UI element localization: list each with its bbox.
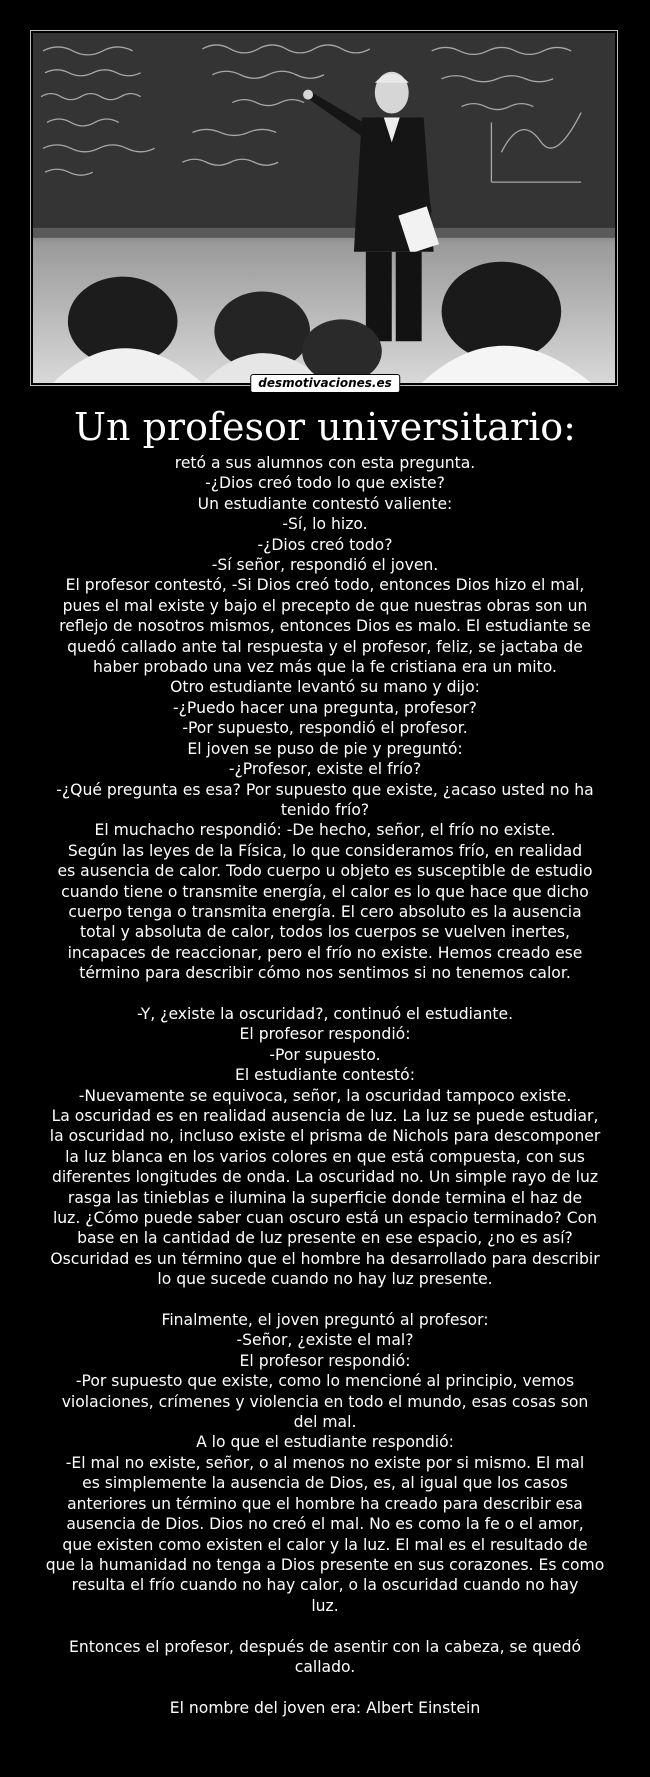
story-line: El profesor contestó, -Si Dios creó todo, entonces Dios hizo el mal, [65, 576, 585, 595]
watermark-logo: desmotivaciones.es [250, 374, 400, 393]
photo-frame [30, 30, 618, 386]
story-line: -¿Dios creó todo? [257, 535, 393, 554]
story-line: es simplemente la ausencia de Dios, es, al igual que los casos [82, 1474, 568, 1493]
story-line: Oscuridad es un término que el hombre ha desarrollado para describir [50, 1249, 600, 1268]
story-line: El muchacho respondió: -De hecho, señor, el frío no existe. [94, 821, 556, 840]
story-line: El profesor respondió: [239, 1025, 411, 1044]
story-line: quedó callado ante tal respuesta y el profesor, feliz, se jactaba de [67, 637, 583, 656]
story-line: violaciones, crímenes y violencia en todo el mundo, esas cosas son [61, 1392, 589, 1411]
story-line: del mal. [293, 1413, 357, 1432]
story-line: -Y, ¿existe la oscuridad?, continuó el estudiante. [136, 1004, 514, 1023]
story-line: la luz blanca en los varios colores en que está compuesta, con sus [65, 1147, 585, 1166]
story-line: ausencia de Dios. Dios no creó el mal. No es como la fe o el amor, [66, 1515, 584, 1534]
story-line: Finalmente, el joven preguntó al profesor: [161, 1311, 489, 1330]
paragraph-gap [42, 1677, 608, 1697]
story-line: luz. ¿Cómo puede saber cuan oscuro está un espacio terminado? Con [52, 1209, 598, 1228]
story-line: incapaces de reaccionar, pero el frío no existe. Hemos creado ese [67, 943, 583, 962]
story-line: retó a sus alumnos con esta pregunta. [174, 454, 476, 472]
story-line: -Sí, lo hizo. [282, 515, 368, 534]
story-line: es ausencia de calor. Todo cuerpo u objeto es susceptible de estudio [57, 862, 593, 881]
story-line: -¿Dios creó todo lo que existe? [205, 474, 445, 493]
story-line: -Por supuesto. [269, 1045, 381, 1064]
story-line: -¿Qué pregunta es esa? Por supuesto que existe, ¿acaso usted no ha [56, 780, 594, 799]
story-line: término para describir cómo nos sentimos si no tenemos calor. [79, 964, 571, 983]
story-line: A lo que el estudiante respondió: [196, 1433, 454, 1452]
story-line: -El mal no existe, señor, o al menos no existe por si mismo. El mal [65, 1453, 585, 1472]
story-line: -Por supuesto, respondió el profesor. [182, 719, 468, 738]
story-line: Entonces el profesor, después de asentir con la cabeza, se quedó [68, 1637, 582, 1656]
story-line: haber probado una vez más que la fe cristiana era un mito. [93, 658, 557, 677]
story-line: -Por supuesto que existe, como lo mencioné al principio, vemos [75, 1372, 575, 1391]
story-line: reflejo de nosotros mismos, entonces Dios es malo. El estudiante se [59, 617, 591, 636]
paragraph-gap [42, 984, 608, 1004]
story-line: cuerpo tenga o transmita energía. El cero absoluto es la ausencia [68, 902, 582, 921]
story-line: total y absoluta de calor, todos los cuerpos se vuelven inertes, [79, 923, 571, 942]
professor-chalkboard-photo-icon [33, 33, 615, 383]
story-line: El profesor respondió: [239, 1351, 411, 1370]
story-line: lo que sucede cuando no hay luz presente. [157, 1270, 493, 1289]
story-line: La oscuridad es en realidad ausencia de luz. La luz se puede estudiar, [51, 1106, 599, 1125]
story-line: base en la cantidad de luz presente en ese espacio, ¿no es así? [77, 1229, 573, 1248]
story-line: cuando tiene o transmite energía, el calor es lo que hace que dicho [61, 882, 589, 901]
story-line: diferentes longitudes de onda. La oscuridad no. Un simple rayo de luz [51, 1168, 599, 1187]
story-line: rasga las tinieblas e ilumina la superficie donde termina el haz de [67, 1188, 583, 1207]
story-line: que existen como existen el calor y la luz. El mal es el resultado de [62, 1535, 588, 1554]
paragraph-gap [42, 1290, 608, 1310]
story-line: callado. [294, 1657, 356, 1676]
story-line: Según las leyes de la Física, lo que consideramos frío, en realidad [67, 841, 583, 860]
story-line: Otro estudiante levantó su mano y dijo: [170, 678, 480, 697]
story-line: El nombre del joven era: Albert Einstein [169, 1698, 481, 1717]
story-line: El estudiante contestó: [235, 1066, 415, 1085]
paragraph-gap [42, 1616, 608, 1636]
page-title: Un profesor universitario: [74, 405, 576, 449]
story-text [42, 453, 608, 1718]
story-line: anteriores un término que el hombre ha creado para describir esa [67, 1494, 583, 1513]
story-line: que la humanidad no tenga a Dios presente en sus corazones. Es como [45, 1555, 605, 1574]
story-line: tenido frío? [280, 800, 370, 819]
story-line: Un estudiante contestó valiente: [197, 494, 453, 513]
story-line: luz. [311, 1596, 339, 1615]
story-line: -Nuevamente se equivoca, señor, la oscuridad tampoco existe. [78, 1086, 572, 1105]
story-line: -¿Profesor, existe el frío? [228, 760, 422, 779]
story-line: -¿Puedo hacer una pregunta, profesor? [173, 698, 477, 717]
story-line: -Sí señor, respondió el joven. [211, 556, 439, 575]
story-line: la oscuridad no, incluso existe el prisma de Nichols para descomponer [49, 1127, 601, 1146]
professor-chalkboard-photo [33, 33, 615, 383]
story-line: pues el mal existe y bajo el precepto de que nuestras obras son un [62, 596, 588, 615]
story-line: El joven se puso de pie y preguntó: [187, 739, 463, 758]
story-line: resulta el frío cuando no hay calor, o la oscuridad cuando no hay [71, 1576, 579, 1595]
story-line: -Señor, ¿existe el mal? [236, 1331, 414, 1350]
